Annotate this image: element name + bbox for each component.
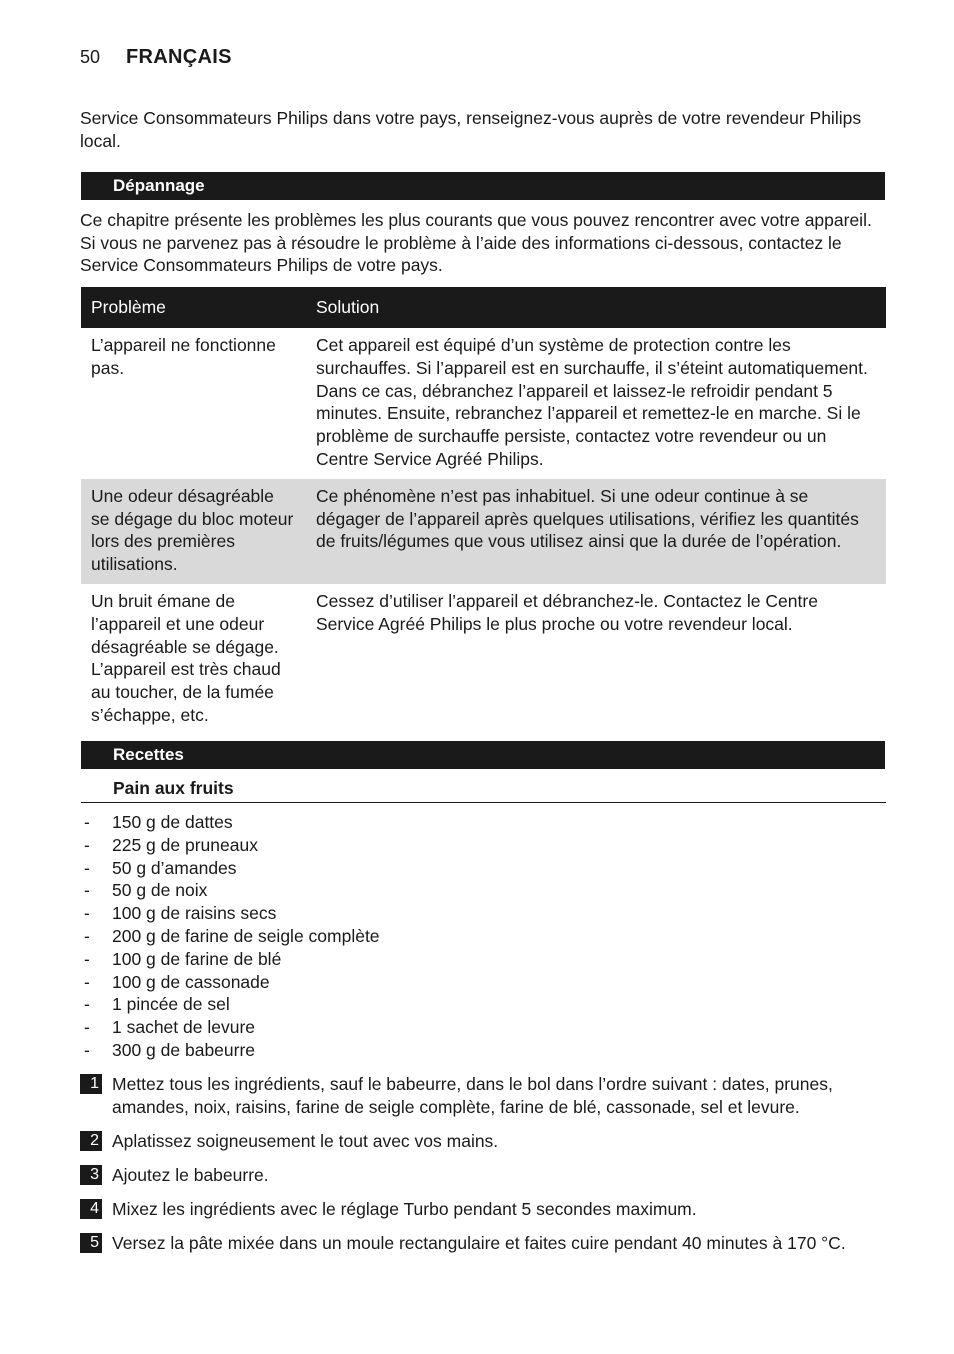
list-item xyxy=(80,993,380,1016)
list-item xyxy=(80,902,380,925)
list-item xyxy=(80,925,380,948)
ingredient-text: 300 g de babeurre xyxy=(112,1039,256,1060)
step-text: Mettez tous les ingrédients, sauf le babeurre, dans le bol dans l’ordre suivant : dates, prunes, amandes, noix, raisins, farine de seigle complète, farine de blé, cassonade, sel et levure. xyxy=(112,1074,833,1117)
list-item xyxy=(80,811,380,834)
troubleshooting-intro: Ce chapitre présente les problèmes les plus courants que vous pouvez rencontrer avec votre appareil. Si vous ne parvenez pas à résoudre le problème à l’aide des informations ci-dessous, contactez le Service Consommateurs Philips de votre pays. xyxy=(80,210,872,275)
list-bullet: - xyxy=(84,812,90,832)
ingredient-text: 1 sachet de levure xyxy=(112,1017,256,1038)
step-text: Mixez les ingrédients avec le réglage Turbo pendant 5 secondes maximum. xyxy=(112,1199,697,1219)
table-row xyxy=(81,479,886,584)
solution-cell: Cet appareil est équipé d’un système de protection contre les surchauffes. Si l’appareil est en surchauffe, il s’éteint automatiquement. Dans ce cas, débranchez l’appareil et laissez-le refroidir pendant 5 minutes. Ensuite, rebranchez l’appareil et remettez-le en marche. Si le problème de surchauffe persiste, contactez votre revendeur ou un Centre Service Agréé Philips. xyxy=(316,335,868,469)
list-item xyxy=(80,834,380,857)
step-number-badge: 3 xyxy=(80,1165,102,1185)
problem-cell: Une odeur désagréable se dégage du bloc moteur lors des premières utilisations. xyxy=(81,479,306,584)
list-item xyxy=(80,1039,380,1062)
ingredient-text: 50 g d’amandes xyxy=(112,857,237,878)
list-bullet: - xyxy=(84,971,90,992)
list-item xyxy=(80,1016,380,1039)
section-heading-troubleshooting: Dépannage xyxy=(81,172,885,200)
list-item xyxy=(80,948,380,971)
list-item xyxy=(80,879,380,902)
list-bullet: - xyxy=(84,903,90,924)
list-bullet: - xyxy=(84,834,90,855)
ingredient-text: 200 g de farine de seigle complète xyxy=(112,925,380,946)
list-bullet: - xyxy=(84,994,90,1015)
solution-cell: Cessez d’utiliser l’appareil et débranchez-le. Contactez le Centre Service Agréé Philips le plus proche ou votre revendeur local. xyxy=(316,590,818,634)
list-item xyxy=(80,857,380,880)
ingredient-text: 100 g de raisins secs xyxy=(112,903,277,924)
column-header-solution: Solution xyxy=(306,287,886,328)
step-number-badge: 1 xyxy=(80,1074,102,1094)
problem-cell: Un bruit émane de l’appareil et une odeur désagréable se dégage. L’appareil est très chaud au toucher, de la fumée s’échappe, etc. xyxy=(91,590,281,725)
section-heading-recipes: Recettes xyxy=(81,741,885,769)
ingredient-text: 1 pincée de sel xyxy=(112,994,230,1015)
recipe-step xyxy=(80,1232,880,1255)
troubleshooting-table xyxy=(81,287,886,735)
recipe-title: Pain aux fruits xyxy=(81,776,886,803)
ingredient-text: 100 g de cassonade xyxy=(112,971,270,992)
recipe-step xyxy=(80,1073,880,1119)
step-text: Versez la pâte mixée dans un moule rectangulaire et faites cuire pendant 40 minutes à 170 °C. xyxy=(112,1233,846,1253)
ingredient-list xyxy=(80,811,380,1062)
list-bullet: - xyxy=(84,1017,90,1038)
step-number-badge: 4 xyxy=(80,1199,102,1219)
problem-cell: L’appareil ne fonctionne pas. xyxy=(91,335,276,378)
ingredient-text: 100 g de farine de blé xyxy=(112,948,282,969)
step-text: Aplatissez soigneusement le tout avec vos mains. xyxy=(112,1131,499,1151)
list-bullet: - xyxy=(84,925,90,946)
ingredient-text: 50 g de noix xyxy=(112,880,208,901)
ingredient-text: 225 g de pruneaux xyxy=(112,834,258,855)
column-header-problem: Problème xyxy=(81,287,306,328)
table-row xyxy=(81,328,886,479)
step-number-badge: 5 xyxy=(80,1233,102,1253)
page-number: 50 xyxy=(80,47,101,67)
list-item xyxy=(80,971,380,994)
step-number-badge: 2 xyxy=(80,1131,102,1151)
step-text: Ajoutez le babeurre. xyxy=(112,1165,269,1185)
page-header xyxy=(80,46,232,69)
recipe-step xyxy=(80,1198,880,1221)
solution-cell: Ce phénomène n’est pas inhabituel. Si une odeur continue à se dégager de l’appareil après quelques utilisations, vérifiez les quantités de fruits/légumes que vous utilisez ainsi que la durée de l’opération. xyxy=(306,479,886,584)
intro-paragraph: Service Consommateurs Philips dans votre pays, renseignez-vous auprès de votre revendeur Philips local. xyxy=(80,108,862,151)
list-bullet: - xyxy=(84,1039,90,1060)
table-row xyxy=(81,584,886,735)
ingredient-text: 150 g de dattes xyxy=(112,812,233,832)
list-bullet: - xyxy=(84,857,90,878)
table-header-row xyxy=(81,287,886,328)
recipe-step xyxy=(80,1164,880,1187)
list-bullet: - xyxy=(84,880,90,901)
language-title: FRANÇAIS xyxy=(126,46,232,68)
recipe-step xyxy=(80,1130,880,1153)
list-bullet: - xyxy=(84,948,90,969)
